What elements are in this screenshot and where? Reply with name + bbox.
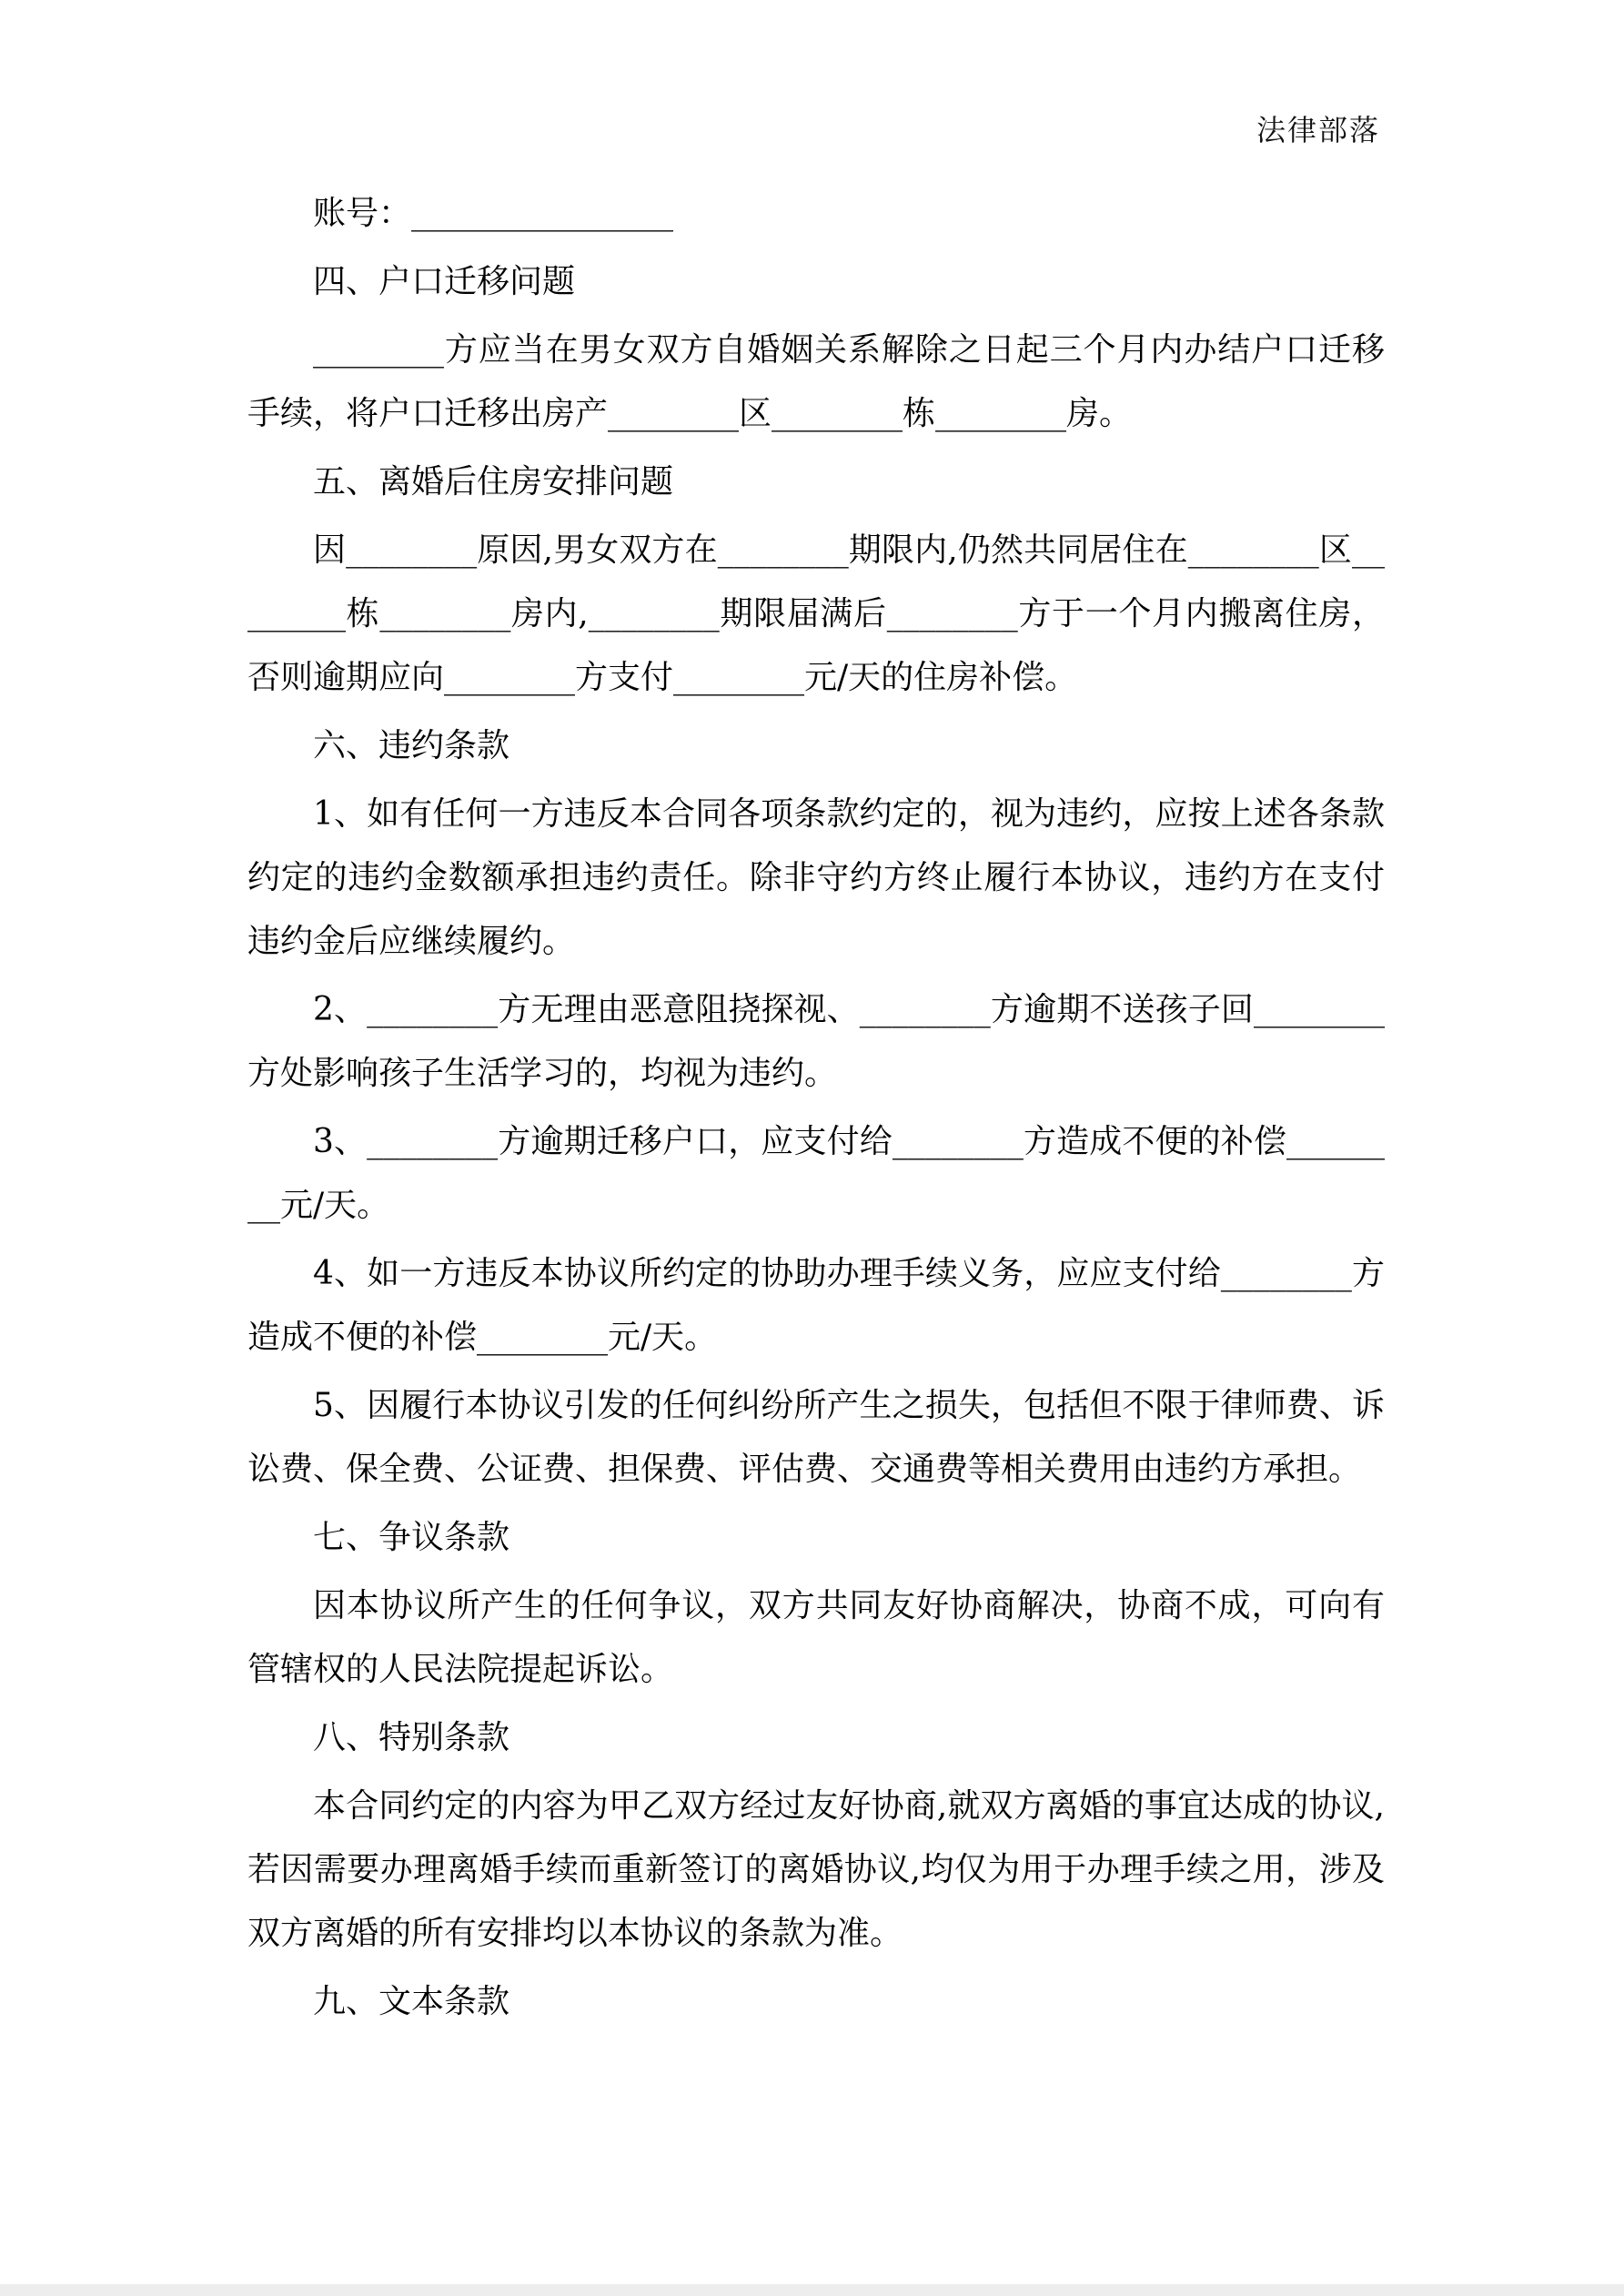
clause-breach-5: 5、因履行本协议引发的任何纠纷所产生之损失，包括但不限于律师费、诉讼费、保全费、公证费、担保费、评估费、交通费等相关费用由违约方承担。 [247,1387,1385,1488]
account-number-line: 账号：________________ [313,195,674,232]
section-heading-breach: 六、违约条款 [313,727,510,764]
clause-breach-4: 4、如一方违反本协议所约定的协助办理手续义务，应应支付给________方造成不便的补偿________元/天。 [247,1255,1385,1356]
site-watermark: 法律部落 [1256,113,1380,147]
section-heading-housing-arrangement: 五、离婚后住房安排问题 [313,463,674,501]
section-heading-household-transfer: 四、户口迁移问题 [313,263,576,300]
clause-dispute: 因本协议所产生的任何争议，双方共同友好协商解决，协商不成，可向有管辖权的人民法院提起诉讼。 [247,1587,1385,1688]
section-heading-text-copies: 九、文本条款 [313,1983,510,2020]
clause-household-transfer: ________方应当在男女双方自婚姻关系解除之日起三个月内办结户口迁移手续，将户口迁移出房产________区________栋________房。 [247,331,1385,432]
section-heading-dispute: 七、争议条款 [313,1519,510,1556]
section-heading-special: 八、特别条款 [313,1719,510,1756]
document-body [247,182,1385,2038]
clause-breach-3: 3、________方逾期迁移户口，应支付给________方造成不便的补偿________元/天。 [247,1123,1385,1224]
clause-breach-2: 2、________方无理由恶意阻挠探视、________方逾期不送孩子回________方处影响孩子生活学习的，均视为违约。 [247,991,1385,1092]
clause-special: 本合同约定的内容为甲乙双方经过友好协商,就双方离婚的事宜达成的协议,若因需要办理离婚手续而重新签订的离婚协议,均仅为用于办理手续之用，涉及双方离婚的所有安排均以本协议的条款为准。 [247,1787,1385,1952]
page-bottom-edge [0,2284,1624,2296]
clause-breach-1: 1、如有任何一方违反本合同各项条款约定的，视为违约，应按上述各条款约定的违约金数额承担违约责任。除非守约方终止履行本协议，违约方在支付违约金后应继续履约。 [247,795,1385,960]
clause-housing-arrangement: 因________原因,男女双方在________期限内,仍然共同居住在________区________栋________房内,________期限届满后________方于一个月内搬离住房，否则逾期应向________方支付________元/天的住房补偿。 [247,531,1385,696]
